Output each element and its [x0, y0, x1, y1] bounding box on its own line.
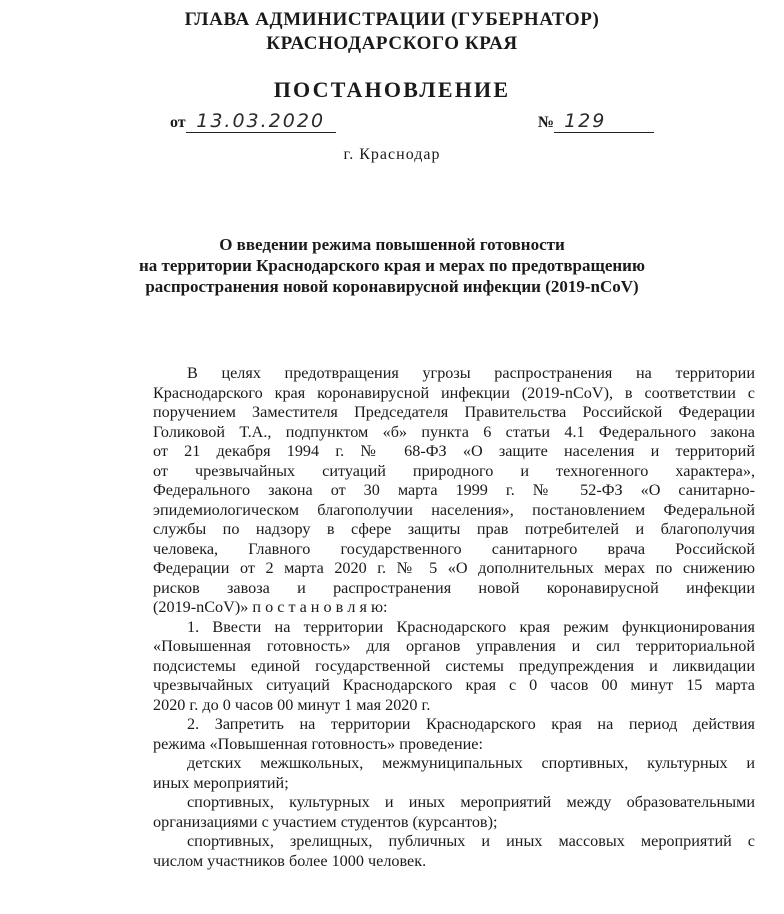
document-body — [153, 364, 755, 871]
body-line: от чрезвычайных ситуаций природного и техногенного характера», — [153, 461, 755, 480]
body-line: 1. Ввести на территории Краснодарского края режим функционирования — [187, 617, 755, 636]
body-line: режима «Повышенная готовность» проведение: — [153, 734, 483, 753]
body-line: иных мероприятий; — [153, 773, 289, 792]
body-line: 2. Запретить на территории Краснодарского края на период действия — [187, 715, 755, 733]
number-field — [538, 110, 654, 133]
body-line: В целях предотвращения угрозы распространения на территории — [187, 364, 755, 382]
body-line: Федерального закона от 30 марта 1999 г. № 52-ФЗ «О санитарно- — [153, 481, 755, 499]
body-line: рисков завоза и распространения новой коронавирусной инфекции — [153, 578, 755, 597]
document-type: ПОСТАНОВЛЕНИЕ — [273, 77, 511, 102]
body-line: (2019-nCoV)» п о с т а н о в л я ю: — [153, 598, 388, 616]
body-line: «Повышенная готовность» для органов управления и сил территориальной — [153, 637, 755, 655]
body-line: детских межшкольных, межмуниципальных спортивных, культурных и — [187, 754, 755, 772]
body-line: эпидемиологическом благополучии населения», постановлением Федеральной — [153, 500, 755, 519]
document-title-line: О введении режима повышенной готовности — [219, 235, 565, 254]
number-prefix: № — [538, 114, 555, 131]
issuer-title: ГЛАВА АДМИНИСТРАЦИИ (ГУБЕРНАТОР) — [184, 9, 600, 30]
body-line: спортивных, культурных и иных мероприятий между образовательными — [187, 793, 755, 811]
date-prefix: от — [170, 114, 186, 131]
body-line: числом участников более 1000 человек. — [153, 851, 427, 870]
body-line: Голиковой Т.А., подпунктом «б» пункта 6 статьи 4.1 Федерального закона — [153, 422, 755, 441]
body-line: человека, Главного государственного санитарного врача Российской — [153, 539, 755, 558]
number-handwritten: 129 — [554, 110, 654, 133]
date-handwritten: 13.03.2020 — [186, 110, 336, 133]
body-line: 2020 г. до 0 часов 00 минут 1 мая 2020 г. — [153, 695, 431, 714]
body-line: Краснодарского края коронавирусной инфекции (2019-nCoV), в соответствии с — [153, 383, 755, 402]
document-title-line: на территории Краснодарского края и мерах по предотвращению — [139, 256, 645, 275]
body-line: от 21 декабря 1994 г. № 68-ФЗ «О защите населения и территорий — [153, 442, 755, 460]
city: г. Краснодар — [343, 146, 441, 163]
body-line: спортивных, зрелищных, публичных и иных массовых мероприятий с — [187, 832, 755, 850]
body-line: организациями с участием студентов (курсантов); — [153, 812, 498, 831]
document-title-line: распространения новой коронавирусной инфекции (2019-nCoV) — [145, 277, 639, 296]
body-line: службы по надзору в сфере защиты прав потребителей и благополучия — [153, 520, 755, 538]
body-line: поручением Заместителя Председателя Правительства Российской Федерации — [153, 403, 755, 421]
body-line: чрезвычайных ситуаций Краснодарского края с 0 часов 00 минут 15 марта — [153, 676, 755, 694]
body-line: Федерации от 2 марта 2020 г. № 5 «О дополнительных мерах по снижению — [153, 559, 755, 577]
date-field — [170, 110, 336, 133]
issuer-region: КРАСНОДАРСКОГО КРАЯ — [266, 33, 518, 54]
body-line: подсистемы единой государственной системы предупреждения и ликвидации — [153, 656, 755, 675]
